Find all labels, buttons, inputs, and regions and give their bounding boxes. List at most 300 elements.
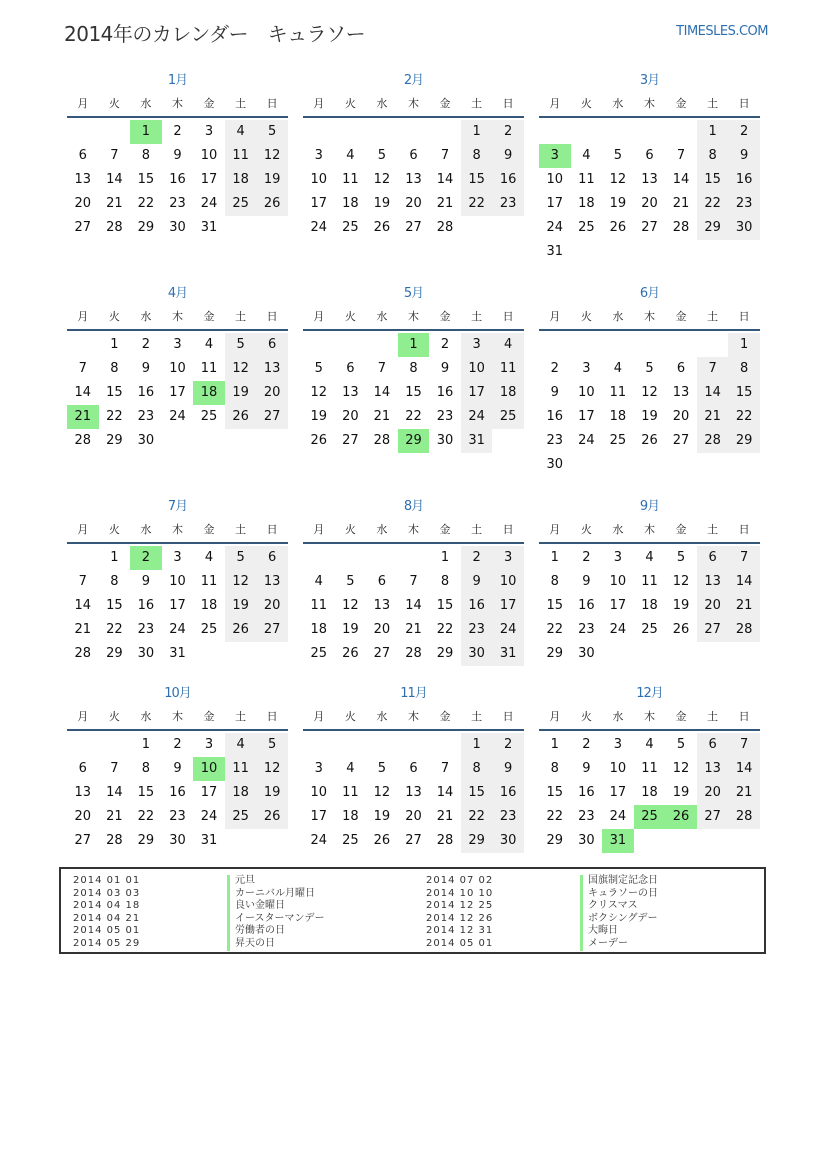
day-cell[interactable]: 23 [492, 805, 524, 829]
holiday-day-cell[interactable]: 1 [130, 120, 162, 144]
holiday-day-cell[interactable]: 29 [398, 429, 430, 453]
day-cell[interactable]: 18 [225, 781, 257, 805]
day-cell[interactable]: 27 [342, 433, 359, 448]
day-cell[interactable]: 19 [641, 409, 658, 424]
day-cell[interactable]: 18 [641, 785, 658, 800]
day-cell[interactable]: 21 [697, 405, 729, 429]
day-cell[interactable]: 4 [492, 333, 524, 357]
day-cell[interactable]: 12 [672, 761, 690, 776]
day-cell[interactable]: 21 [373, 409, 391, 424]
day-cell[interactable]: 16 [169, 172, 186, 187]
day-cell[interactable]: 7 [697, 357, 729, 381]
day-cell[interactable]: 31 [461, 429, 493, 453]
day-cell[interactable]: 13 [256, 570, 288, 594]
day-cell[interactable]: 27 [256, 405, 288, 429]
day-cell[interactable]: 15 [137, 172, 155, 187]
day-cell[interactable]: 9 [440, 361, 450, 376]
day-cell[interactable]: 4 [613, 361, 623, 376]
day-cell[interactable]: 22 [546, 809, 564, 824]
day-cell[interactable]: 2 [582, 737, 591, 752]
day-cell[interactable]: 31 [169, 646, 186, 661]
holiday-day-cell[interactable]: 1 [398, 333, 430, 357]
day-cell[interactable]: 8 [440, 574, 450, 589]
day-cell[interactable]: 21 [106, 809, 123, 824]
day-cell[interactable]: 31 [200, 220, 218, 235]
day-cell[interactable]: 21 [74, 622, 92, 637]
day-cell[interactable]: 8 [110, 361, 119, 376]
day-cell[interactable]: 6 [409, 148, 418, 163]
day-cell[interactable]: 17 [169, 385, 186, 400]
day-cell[interactable]: 27 [74, 220, 92, 235]
day-cell[interactable]: 23 [169, 809, 186, 824]
day-cell[interactable]: 24 [200, 809, 218, 824]
day-cell[interactable]: 21 [436, 809, 454, 824]
day-cell[interactable]: 7 [110, 761, 119, 776]
day-cell[interactable]: 7 [78, 361, 87, 376]
day-cell[interactable]: 17 [310, 809, 328, 824]
day-cell[interactable]: 5 [645, 361, 654, 376]
day-cell[interactable]: 15 [461, 168, 493, 192]
day-cell[interactable]: 25 [200, 409, 218, 424]
day-cell[interactable]: 22 [405, 409, 422, 424]
day-cell[interactable]: 1 [110, 550, 119, 565]
day-cell[interactable]: 19 [256, 168, 288, 192]
day-cell[interactable]: 30 [137, 433, 155, 448]
day-cell[interactable]: 25 [225, 192, 257, 216]
day-cell[interactable]: 12 [672, 574, 690, 589]
day-cell[interactable]: 26 [310, 433, 328, 448]
day-cell[interactable]: 23 [578, 622, 595, 637]
day-cell[interactable]: 5 [676, 550, 686, 565]
day-cell[interactable]: 17 [200, 785, 218, 800]
day-cell[interactable]: 27 [373, 646, 391, 661]
day-cell[interactable]: 16 [546, 409, 564, 424]
day-cell[interactable]: 23 [728, 192, 760, 216]
day-cell[interactable]: 1 [461, 120, 493, 144]
day-cell[interactable]: 4 [225, 733, 257, 757]
day-cell[interactable]: 24 [169, 622, 186, 637]
day-cell[interactable]: 8 [110, 574, 119, 589]
day-cell[interactable]: 30 [169, 220, 186, 235]
day-cell[interactable]: 12 [342, 598, 359, 613]
day-cell[interactable]: 9 [173, 761, 182, 776]
day-cell[interactable]: 20 [672, 409, 690, 424]
day-cell[interactable]: 8 [550, 761, 559, 776]
day-cell[interactable]: 1 [110, 337, 119, 352]
day-cell[interactable]: 9 [173, 148, 182, 163]
day-cell[interactable]: 29 [546, 833, 564, 848]
day-cell[interactable]: 27 [672, 433, 690, 448]
day-cell[interactable]: 30 [137, 646, 155, 661]
day-cell[interactable]: 8 [728, 357, 760, 381]
day-cell[interactable]: 28 [405, 646, 422, 661]
day-cell[interactable]: 25 [342, 833, 359, 848]
day-cell[interactable]: 18 [342, 196, 359, 211]
day-cell[interactable]: 19 [256, 781, 288, 805]
day-cell[interactable]: 28 [74, 433, 92, 448]
day-cell[interactable]: 23 [137, 409, 155, 424]
day-cell[interactable]: 14 [697, 381, 729, 405]
day-cell[interactable]: 14 [74, 385, 92, 400]
holiday-day-cell[interactable]: 21 [67, 405, 99, 429]
day-cell[interactable]: 6 [256, 333, 288, 357]
day-cell[interactable]: 23 [461, 618, 493, 642]
day-cell[interactable]: 15 [546, 785, 564, 800]
day-cell[interactable]: 13 [697, 757, 729, 781]
day-cell[interactable]: 10 [578, 385, 595, 400]
day-cell[interactable]: 11 [200, 574, 218, 589]
day-cell[interactable]: 24 [492, 618, 524, 642]
day-cell[interactable]: 8 [141, 148, 151, 163]
day-cell[interactable]: 20 [697, 781, 729, 805]
day-cell[interactable]: 13 [641, 172, 658, 187]
day-cell[interactable]: 6 [346, 361, 355, 376]
day-cell[interactable]: 22 [697, 192, 729, 216]
day-cell[interactable]: 18 [342, 809, 359, 824]
day-cell[interactable]: 5 [377, 148, 387, 163]
day-cell[interactable]: 5 [256, 733, 288, 757]
day-cell[interactable]: 13 [373, 598, 391, 613]
day-cell[interactable]: 25 [492, 405, 524, 429]
day-cell[interactable]: 19 [672, 785, 690, 800]
day-cell[interactable]: 7 [377, 361, 387, 376]
day-cell[interactable]: 12 [373, 172, 391, 187]
day-cell[interactable]: 3 [613, 737, 623, 752]
day-cell[interactable]: 6 [697, 546, 729, 570]
day-cell[interactable]: 14 [373, 385, 391, 400]
day-cell[interactable]: 29 [728, 429, 760, 453]
day-cell[interactable]: 3 [314, 148, 323, 163]
day-cell[interactable]: 12 [310, 385, 328, 400]
day-cell[interactable]: 15 [436, 598, 454, 613]
day-cell[interactable]: 11 [225, 144, 257, 168]
day-cell[interactable]: 28 [106, 220, 123, 235]
day-cell[interactable]: 7 [728, 733, 760, 757]
day-cell[interactable]: 24 [546, 220, 564, 235]
day-cell[interactable]: 9 [141, 574, 151, 589]
day-cell[interactable]: 28 [106, 833, 123, 848]
day-cell[interactable]: 16 [728, 168, 760, 192]
day-cell[interactable]: 11 [609, 385, 627, 400]
day-cell[interactable]: 5 [256, 120, 288, 144]
holiday-day-cell[interactable]: 10 [193, 757, 225, 781]
day-cell[interactable]: 27 [74, 833, 92, 848]
day-cell[interactable]: 9 [461, 570, 493, 594]
day-cell[interactable]: 6 [645, 148, 654, 163]
day-cell[interactable]: 24 [609, 622, 627, 637]
day-cell[interactable]: 4 [314, 574, 323, 589]
day-cell[interactable]: 19 [672, 598, 690, 613]
day-cell[interactable]: 10 [461, 357, 493, 381]
day-cell[interactable]: 17 [609, 598, 627, 613]
day-cell[interactable]: 20 [697, 594, 729, 618]
day-cell[interactable]: 17 [461, 381, 493, 405]
day-cell[interactable]: 29 [137, 220, 155, 235]
day-cell[interactable]: 16 [137, 385, 155, 400]
day-cell[interactable]: 11 [342, 785, 359, 800]
day-cell[interactable]: 2 [492, 733, 524, 757]
day-cell[interactable]: 2 [728, 120, 760, 144]
day-cell[interactable]: 12 [373, 785, 391, 800]
day-cell[interactable]: 14 [106, 785, 123, 800]
day-cell[interactable]: 23 [492, 192, 524, 216]
day-cell[interactable]: 3 [173, 550, 182, 565]
day-cell[interactable]: 5 [225, 333, 257, 357]
day-cell[interactable]: 18 [578, 196, 595, 211]
day-cell[interactable]: 15 [697, 168, 729, 192]
day-cell[interactable]: 9 [728, 144, 760, 168]
day-cell[interactable]: 14 [106, 172, 123, 187]
day-cell[interactable]: 30 [461, 642, 493, 666]
day-cell[interactable]: 26 [373, 833, 391, 848]
day-cell[interactable]: 13 [256, 357, 288, 381]
day-cell[interactable]: 28 [728, 618, 760, 642]
day-cell[interactable]: 3 [461, 333, 493, 357]
day-cell[interactable]: 3 [582, 361, 591, 376]
day-cell[interactable]: 22 [106, 622, 123, 637]
day-cell[interactable]: 11 [342, 172, 359, 187]
day-cell[interactable]: 29 [137, 833, 155, 848]
day-cell[interactable]: 4 [645, 550, 654, 565]
day-cell[interactable]: 9 [582, 574, 591, 589]
day-cell[interactable]: 15 [106, 598, 123, 613]
day-cell[interactable]: 14 [728, 570, 760, 594]
holiday-day-cell[interactable]: 25 [634, 805, 666, 829]
day-cell[interactable]: 12 [641, 385, 658, 400]
day-cell[interactable]: 25 [342, 220, 359, 235]
day-cell[interactable]: 18 [310, 622, 328, 637]
day-cell[interactable]: 8 [461, 144, 493, 168]
day-cell[interactable]: 11 [492, 357, 524, 381]
day-cell[interactable]: 25 [641, 622, 658, 637]
day-cell[interactable]: 25 [200, 622, 218, 637]
day-cell[interactable]: 1 [440, 550, 450, 565]
day-cell[interactable]: 5 [613, 148, 623, 163]
day-cell[interactable]: 2 [461, 546, 493, 570]
day-cell[interactable]: 9 [141, 361, 151, 376]
day-cell[interactable]: 26 [256, 805, 288, 829]
day-cell[interactable]: 15 [137, 785, 155, 800]
day-cell[interactable]: 17 [609, 785, 627, 800]
day-cell[interactable]: 15 [405, 385, 422, 400]
day-cell[interactable]: 10 [546, 172, 564, 187]
day-cell[interactable]: 1 [141, 737, 151, 752]
day-cell[interactable]: 1 [461, 733, 493, 757]
day-cell[interactable]: 22 [728, 405, 760, 429]
day-cell[interactable]: 8 [141, 761, 151, 776]
day-cell[interactable]: 10 [169, 361, 186, 376]
day-cell[interactable]: 23 [169, 196, 186, 211]
brand-logo[interactable]: TIMESLES.COM [676, 24, 768, 39]
day-cell[interactable]: 28 [436, 220, 454, 235]
day-cell[interactable]: 1 [697, 120, 729, 144]
holiday-day-cell[interactable]: 3 [539, 144, 571, 168]
day-cell[interactable]: 10 [609, 574, 627, 589]
day-cell[interactable]: 3 [492, 546, 524, 570]
day-cell[interactable]: 2 [492, 120, 524, 144]
day-cell[interactable]: 20 [405, 809, 422, 824]
day-cell[interactable]: 24 [609, 809, 627, 824]
day-cell[interactable]: 21 [672, 196, 690, 211]
day-cell[interactable]: 19 [225, 594, 257, 618]
day-cell[interactable]: 27 [405, 833, 422, 848]
day-cell[interactable]: 7 [110, 148, 119, 163]
day-cell[interactable]: 4 [645, 737, 654, 752]
day-cell[interactable]: 17 [310, 196, 328, 211]
day-cell[interactable]: 12 [609, 172, 627, 187]
day-cell[interactable]: 17 [200, 172, 218, 187]
day-cell[interactable]: 5 [377, 761, 387, 776]
day-cell[interactable]: 7 [728, 546, 760, 570]
day-cell[interactable]: 7 [78, 574, 87, 589]
day-cell[interactable]: 20 [405, 196, 422, 211]
day-cell[interactable]: 6 [409, 761, 418, 776]
day-cell[interactable]: 30 [169, 833, 186, 848]
day-cell[interactable]: 6 [78, 148, 87, 163]
day-cell[interactable]: 7 [409, 574, 418, 589]
day-cell[interactable]: 2 [141, 337, 151, 352]
day-cell[interactable]: 30 [728, 216, 760, 240]
day-cell[interactable]: 30 [436, 433, 454, 448]
day-cell[interactable]: 19 [342, 622, 359, 637]
day-cell[interactable]: 23 [137, 622, 155, 637]
day-cell[interactable]: 25 [609, 433, 627, 448]
day-cell[interactable]: 10 [492, 570, 524, 594]
day-cell[interactable]: 26 [256, 192, 288, 216]
day-cell[interactable]: 18 [492, 381, 524, 405]
holiday-day-cell[interactable]: 31 [602, 829, 634, 853]
day-cell[interactable]: 1 [550, 737, 559, 752]
day-cell[interactable]: 12 [225, 357, 257, 381]
day-cell[interactable]: 26 [225, 405, 257, 429]
day-cell[interactable]: 4 [346, 761, 355, 776]
day-cell[interactable]: 2 [440, 337, 450, 352]
day-cell[interactable]: 3 [204, 737, 214, 752]
day-cell[interactable]: 29 [461, 829, 493, 853]
day-cell[interactable]: 22 [461, 805, 493, 829]
day-cell[interactable]: 27 [641, 220, 658, 235]
day-cell[interactable]: 9 [582, 761, 591, 776]
day-cell[interactable]: 20 [74, 196, 92, 211]
day-cell[interactable]: 30 [492, 829, 524, 853]
day-cell[interactable]: 22 [137, 809, 155, 824]
day-cell[interactable]: 24 [200, 196, 218, 211]
day-cell[interactable]: 14 [436, 785, 454, 800]
day-cell[interactable]: 9 [492, 757, 524, 781]
day-cell[interactable]: 15 [461, 781, 493, 805]
day-cell[interactable]: 8 [461, 757, 493, 781]
day-cell[interactable]: 28 [672, 220, 690, 235]
day-cell[interactable]: 2 [550, 361, 559, 376]
day-cell[interactable]: 7 [440, 148, 450, 163]
day-cell[interactable]: 1 [728, 333, 760, 357]
holiday-day-cell[interactable]: 2 [130, 546, 162, 570]
day-cell[interactable]: 26 [672, 622, 690, 637]
day-cell[interactable]: 6 [676, 361, 686, 376]
day-cell[interactable]: 6 [256, 546, 288, 570]
day-cell[interactable]: 31 [200, 833, 218, 848]
day-cell[interactable]: 21 [728, 594, 760, 618]
day-cell[interactable]: 24 [310, 220, 328, 235]
day-cell[interactable]: 10 [310, 785, 328, 800]
day-cell[interactable]: 28 [728, 805, 760, 829]
day-cell[interactable]: 22 [546, 622, 564, 637]
day-cell[interactable]: 11 [578, 172, 595, 187]
day-cell[interactable]: 5 [676, 737, 686, 752]
day-cell[interactable]: 1 [550, 550, 559, 565]
day-cell[interactable]: 14 [405, 598, 422, 613]
day-cell[interactable]: 29 [697, 216, 729, 240]
day-cell[interactable]: 27 [697, 618, 729, 642]
day-cell[interactable]: 31 [492, 642, 524, 666]
day-cell[interactable]: 6 [78, 761, 87, 776]
day-cell[interactable]: 15 [546, 598, 564, 613]
day-cell[interactable]: 8 [550, 574, 559, 589]
day-cell[interactable]: 18 [641, 598, 658, 613]
day-cell[interactable]: 11 [225, 757, 257, 781]
day-cell[interactable]: 14 [74, 598, 92, 613]
day-cell[interactable]: 19 [310, 409, 328, 424]
day-cell[interactable]: 7 [676, 148, 686, 163]
day-cell[interactable]: 13 [405, 785, 422, 800]
day-cell[interactable]: 17 [169, 598, 186, 613]
day-cell[interactable]: 23 [546, 433, 564, 448]
day-cell[interactable]: 17 [546, 196, 564, 211]
day-cell[interactable]: 25 [578, 220, 595, 235]
day-cell[interactable]: 15 [106, 385, 123, 400]
day-cell[interactable]: 22 [461, 192, 493, 216]
day-cell[interactable]: 29 [106, 646, 123, 661]
day-cell[interactable]: 22 [106, 409, 123, 424]
day-cell[interactable]: 4 [346, 148, 355, 163]
day-cell[interactable]: 13 [672, 385, 690, 400]
day-cell[interactable]: 14 [436, 172, 454, 187]
day-cell[interactable]: 24 [461, 405, 493, 429]
day-cell[interactable]: 11 [310, 598, 328, 613]
day-cell[interactable]: 6 [697, 733, 729, 757]
day-cell[interactable]: 12 [256, 144, 288, 168]
day-cell[interactable]: 24 [578, 433, 595, 448]
day-cell[interactable]: 23 [436, 409, 454, 424]
day-cell[interactable]: 13 [342, 385, 359, 400]
day-cell[interactable]: 4 [582, 148, 591, 163]
day-cell[interactable]: 4 [204, 550, 214, 565]
day-cell[interactable]: 26 [225, 618, 257, 642]
day-cell[interactable]: 3 [314, 761, 323, 776]
day-cell[interactable]: 18 [609, 409, 627, 424]
day-cell[interactable]: 20 [74, 809, 92, 824]
day-cell[interactable]: 11 [200, 361, 218, 376]
day-cell[interactable]: 21 [436, 196, 454, 211]
day-cell[interactable]: 18 [225, 168, 257, 192]
day-cell[interactable]: 16 [492, 781, 524, 805]
day-cell[interactable]: 23 [578, 809, 595, 824]
day-cell[interactable]: 16 [169, 785, 186, 800]
day-cell[interactable]: 3 [613, 550, 623, 565]
day-cell[interactable]: 27 [697, 805, 729, 829]
day-cell[interactable]: 29 [436, 646, 454, 661]
day-cell[interactable]: 26 [342, 646, 359, 661]
day-cell[interactable]: 27 [256, 618, 288, 642]
day-cell[interactable]: 15 [728, 381, 760, 405]
day-cell[interactable]: 4 [225, 120, 257, 144]
day-cell[interactable]: 21 [106, 196, 123, 211]
day-cell[interactable]: 26 [641, 433, 658, 448]
day-cell[interactable]: 25 [225, 805, 257, 829]
day-cell[interactable]: 20 [641, 196, 658, 211]
day-cell[interactable]: 25 [310, 646, 328, 661]
day-cell[interactable]: 16 [137, 598, 155, 613]
